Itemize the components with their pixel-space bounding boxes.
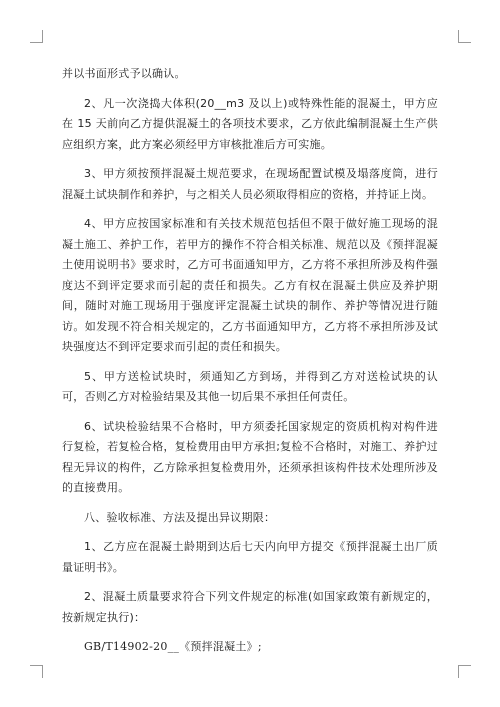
paragraph-acceptance-2: 2、混凝土质量要求符合下列文件规定的标准(如国家政策有新规定的，按新规定执行)： [62, 590, 438, 624]
paragraph-clause-2: 2、凡一次浇捣大体积(20__m3 及以上)或特殊性能的混凝土，甲方应在 15 天前向乙方提供混凝土的各项技术要求，乙方依此编制混凝土生产供应组织方案，此方案必须经甲方审核批准后方可实施。 [62, 96, 438, 151]
crop-mark-bottom-right [458, 665, 471, 678]
standard-reference: GB/T14902-20__《预拌混凝土》; [84, 640, 262, 653]
crop-mark-bottom-left [30, 665, 43, 678]
paragraph-clause-5: 5、甲方送检试块时，须通知乙方到场，并得到乙方对送检试块的认可，否则乙方对检验结果及其他一切后果不承担任何责任。 [62, 369, 438, 403]
paragraph-clause-3: 3、甲方须按预拌混凝土规范要求，在现场配置试模及塌落度筒，进行混凝土试块制作和养护，与之相关人员必须取得相应的资格，并持证上岗。 [62, 167, 438, 201]
paragraph-continuation: 并以书面形式予以确认。 [62, 67, 186, 80]
section-heading-acceptance: 八、验收标准、方法及提出异议期限： [84, 510, 276, 524]
crop-mark-top-left [30, 30, 43, 43]
crop-mark-top-right [458, 30, 471, 43]
paragraph-clause-4: 4、甲方应按国家标准和有关技术规范包括但不限于做好施工现场的混凝土施工、养护工作，若甲方的操作不符合相关标准、规范以及《预拌混凝土使用说明书》要求时，乙方可书面通知甲方，乙方将不承担所涉及构件强度达不到评定要求而引起的责任和损失。乙方有权在混凝土供应及养护期间，随时对施工现场用于强度评定混凝土试块的制作、养护等情况进行随访。如发现不符合相关规定的，乙方书面通知甲方，乙方将不承担所涉及试块强度达不到评定要求而引起的责任和损失。 [62, 217, 438, 353]
document-body [62, 64, 438, 667]
paragraph-clause-6: 6、试块检验结果不合格时，甲方须委托国家规定的资质机构对构件进行复检，若复检合格，复检费用由甲方承担;复检不合格时，对施工、养护过程无异议的构件，乙方除承担复检费用外，还须承担该构件技术处理所涉及的直接费用。 [62, 419, 438, 494]
paragraph-acceptance-1: 1、乙方应在混凝土龄期到达后七天内向甲方提交《预拌混凝土出厂质量证明书》。 [62, 540, 438, 574]
